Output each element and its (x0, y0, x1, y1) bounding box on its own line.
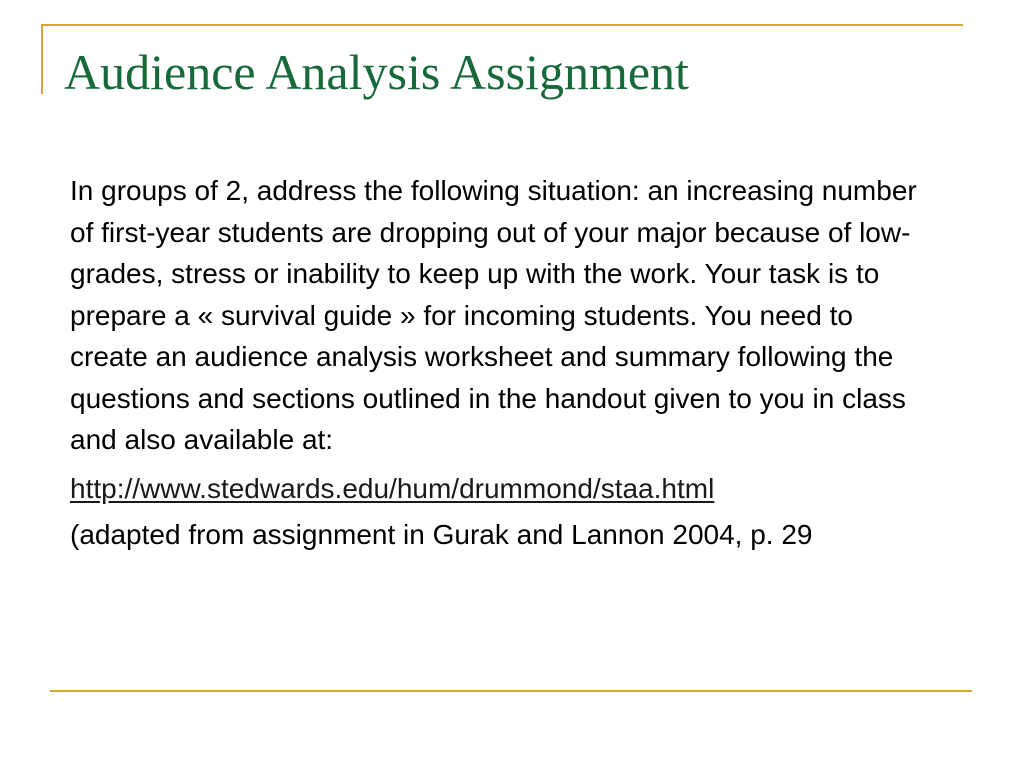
assignment-paragraph: In groups of 2, address the following situation: an increasing number of first-year students are dropping out of your major because of low-grades, stress or inability to keep up with the work. Your task is to prepare a « survival guide » for incoming students. You need to create an audience analysis worksheet and summary following the questions and sections outlined in the handout given to you in class and also available at: (70, 175, 917, 455)
bottom-rule (50, 690, 972, 692)
slide-body (70, 170, 930, 556)
top-rule (41, 24, 963, 26)
slide-title: Audience Analysis Assignment (64, 44, 689, 100)
handout-link[interactable]: http://www.stedwards.edu/hum/drummond/staa.html (70, 472, 715, 504)
left-rule (41, 24, 43, 94)
source-note: (adapted from assignment in Gurak and Lannon 2004, p. 29 (70, 519, 813, 550)
link-paragraph (70, 468, 930, 510)
